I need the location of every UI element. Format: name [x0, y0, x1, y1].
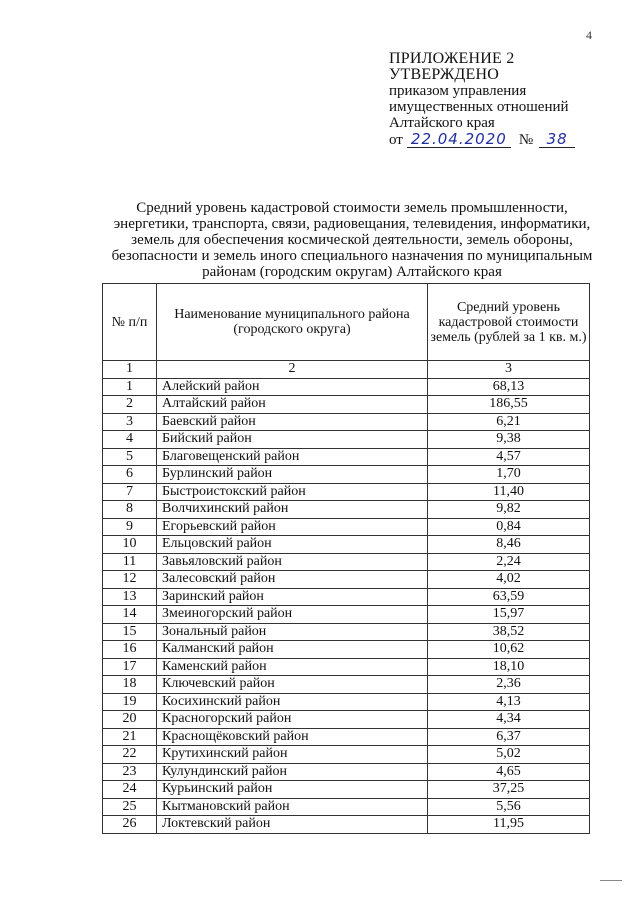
approval-line-1: приказом управления	[389, 83, 527, 99]
district-name: Благовещенский район	[157, 448, 428, 466]
cadastral-value: 6,21	[428, 413, 590, 431]
district-name: Косихинский район	[157, 693, 428, 711]
row-number: 18	[103, 676, 157, 694]
cadastral-value: 37,25	[428, 781, 590, 799]
table-row	[103, 483, 590, 501]
order-date: 22.04.2020	[407, 132, 511, 148]
column-index-row	[103, 361, 590, 379]
approval-line-2: имущественных отношений	[389, 99, 569, 115]
row-number: 21	[103, 728, 157, 746]
row-number: 5	[103, 448, 157, 466]
district-name: Бурлинский район	[157, 466, 428, 484]
district-name: Курьинский район	[157, 781, 428, 799]
district-name: Каменский район	[157, 658, 428, 676]
district-name: Крутихинский район	[157, 746, 428, 764]
row-number: 17	[103, 658, 157, 676]
approval-line-3: Алтайского края	[389, 115, 495, 131]
title-line: районам (городским округам) Алтайского края	[202, 264, 502, 280]
cadastral-value: 68,13	[428, 378, 590, 396]
table-row	[103, 553, 590, 571]
row-number: 26	[103, 816, 157, 834]
district-name: Калманский район	[157, 641, 428, 659]
table-row	[103, 676, 590, 694]
district-name: Краснощёковский район	[157, 728, 428, 746]
row-number: 24	[103, 781, 157, 799]
table-row	[103, 623, 590, 641]
district-name: Зональный район	[157, 623, 428, 641]
row-number: 14	[103, 606, 157, 624]
table-row	[103, 816, 590, 834]
row-number: 12	[103, 571, 157, 589]
district-name: Змеиногорский район	[157, 606, 428, 624]
title-line: энергетики, транспорта, связи, радиовещания, телевидения, информатики,	[113, 216, 591, 232]
district-name: Кытмановский район	[157, 798, 428, 816]
number-prefix: №	[518, 132, 534, 148]
row-number: 15	[103, 623, 157, 641]
cadastral-value: 9,82	[428, 501, 590, 519]
table-row	[103, 641, 590, 659]
cadastral-value-table	[102, 283, 590, 834]
district-name: Волчихинский район	[157, 501, 428, 519]
header-value: Средний уровень кадастровой стоимости земель (рублей за 1 кв. м.)	[428, 284, 590, 361]
cadastral-value: 63,59	[428, 588, 590, 606]
district-name: Кулундинский район	[157, 763, 428, 781]
table-row	[103, 588, 590, 606]
approved-label: УТВЕРЖДЕНО	[389, 66, 500, 83]
cadastral-value: 15,97	[428, 606, 590, 624]
cadastral-value: 5,02	[428, 746, 590, 764]
row-number: 2	[103, 396, 157, 414]
table-row	[103, 763, 590, 781]
document-title	[96, 200, 608, 280]
page-number: 4	[586, 28, 592, 42]
row-number: 10	[103, 536, 157, 554]
cadastral-value: 9,38	[428, 431, 590, 449]
table-header-row	[103, 284, 590, 361]
annex-label: ПРИЛОЖЕНИЕ 2	[389, 50, 515, 67]
cadastral-value: 1,70	[428, 466, 590, 484]
order-number: 38	[539, 132, 575, 148]
header-name: Наименование муниципального района (городского округа)	[157, 284, 428, 361]
cadastral-value: 11,95	[428, 816, 590, 834]
cadastral-value: 8,46	[428, 536, 590, 554]
row-number: 7	[103, 483, 157, 501]
table-row	[103, 501, 590, 519]
table-row	[103, 518, 590, 536]
table-row	[103, 798, 590, 816]
row-number: 6	[103, 466, 157, 484]
district-name: Алейский район	[157, 378, 428, 396]
district-name: Баевский район	[157, 413, 428, 431]
row-number: 13	[103, 588, 157, 606]
column-index: 1	[103, 361, 157, 379]
row-number: 11	[103, 553, 157, 571]
district-name: Завьяловский район	[157, 553, 428, 571]
district-name: Локтевский район	[157, 816, 428, 834]
district-name: Алтайский район	[157, 396, 428, 414]
table-row	[103, 658, 590, 676]
cadastral-value: 4,02	[428, 571, 590, 589]
row-number: 3	[103, 413, 157, 431]
cadastral-value: 4,34	[428, 711, 590, 729]
column-index: 2	[157, 361, 428, 379]
row-number: 20	[103, 711, 157, 729]
row-number: 25	[103, 798, 157, 816]
cadastral-value: 4,13	[428, 693, 590, 711]
row-number: 1	[103, 378, 157, 396]
row-number: 16	[103, 641, 157, 659]
row-number: 4	[103, 431, 157, 449]
title-line: безопасности и земель иного специального назначения по муниципальным	[111, 248, 593, 264]
cadastral-value: 11,40	[428, 483, 590, 501]
table-row	[103, 746, 590, 764]
cadastral-value: 18,10	[428, 658, 590, 676]
district-name: Заринский район	[157, 588, 428, 606]
district-name: Красногорский район	[157, 711, 428, 729]
cadastral-value: 4,65	[428, 763, 590, 781]
date-prefix: от	[389, 132, 403, 148]
table-row	[103, 396, 590, 414]
cadastral-value: 0,84	[428, 518, 590, 536]
cadastral-value: 2,24	[428, 553, 590, 571]
table-row	[103, 431, 590, 449]
district-name: Ключевский район	[157, 676, 428, 694]
column-index: 3	[428, 361, 590, 379]
order-details	[389, 132, 575, 148]
table-row	[103, 606, 590, 624]
approval-block	[389, 51, 575, 148]
row-number: 8	[103, 501, 157, 519]
row-number: 19	[103, 693, 157, 711]
cadastral-value: 5,56	[428, 798, 590, 816]
table-row	[103, 693, 590, 711]
district-name: Залесовский район	[157, 571, 428, 589]
table-row	[103, 711, 590, 729]
district-name: Ельцовский район	[157, 536, 428, 554]
title-line: Средний уровень кадастровой стоимости земель промышленности,	[136, 200, 568, 216]
table-row	[103, 536, 590, 554]
cadastral-value: 2,36	[428, 676, 590, 694]
page-edge-mark	[600, 880, 622, 881]
cadastral-value: 10,62	[428, 641, 590, 659]
table-row	[103, 378, 590, 396]
table-row	[103, 781, 590, 799]
cadastral-value: 186,55	[428, 396, 590, 414]
header-num: № п/п	[103, 284, 157, 361]
district-name: Быстроистокский район	[157, 483, 428, 501]
cadastral-value: 38,52	[428, 623, 590, 641]
cadastral-value: 6,37	[428, 728, 590, 746]
district-name: Бийский район	[157, 431, 428, 449]
row-number: 23	[103, 763, 157, 781]
table-row	[103, 571, 590, 589]
table-row	[103, 728, 590, 746]
title-line: земель для обеспечения космической деятельности, земель обороны,	[131, 232, 573, 248]
table-row	[103, 413, 590, 431]
district-name: Егорьевский район	[157, 518, 428, 536]
cadastral-value: 4,57	[428, 448, 590, 466]
table-row	[103, 466, 590, 484]
row-number: 22	[103, 746, 157, 764]
table-row	[103, 448, 590, 466]
row-number: 9	[103, 518, 157, 536]
